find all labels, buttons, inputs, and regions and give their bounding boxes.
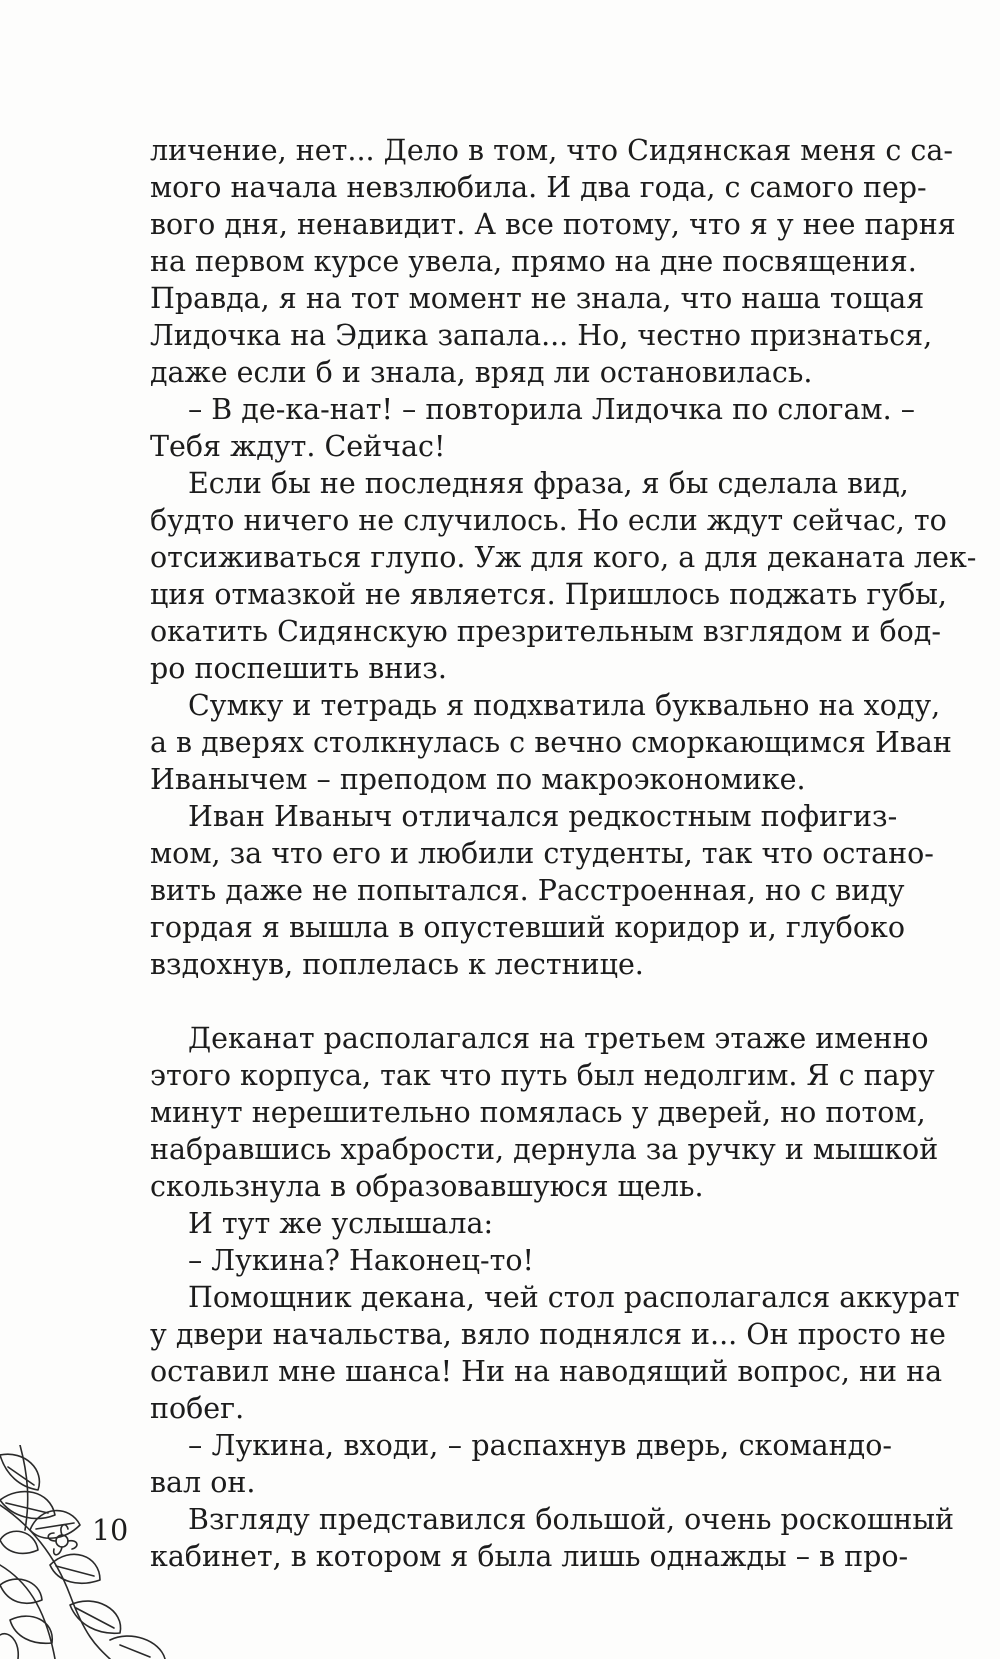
text-line: мом, за что его и любили студенты, так что остано- [150,837,934,870]
text-line: Иванычем – преподом по макроэкономике. [150,763,806,796]
text-line: Помощник декана, чей стол располагался аккурат [188,1281,960,1314]
text-line: вого дня, ненавидит. А все потому, что я у нее парня [150,208,956,241]
text-line: будто ничего не случилось. Но если ждут сейчас, то [150,504,947,537]
text-line: Если бы не последняя фраза, я бы сделала вид, [188,467,909,500]
text-line: Взгляду представился большой, очень роскошный [188,1503,955,1536]
text-line: даже если б и знала, вряд ли остановилась. [150,356,813,389]
page-text [150,132,977,1575]
text-line: на первом курсе увела, прямо на дне посвящения. [150,245,917,278]
text-line: гордая я вышла в опустевший коридор и, глубоко [150,911,905,944]
text-line: а в дверях столкнулась с вечно сморкающимся Иван [150,726,952,759]
text-line: – Лукина, входи, – распахнув дверь, скомандо- [188,1429,892,1462]
text-line: побег. [150,1392,245,1425]
text-line: Лидочка на Эдика запала... Но, честно признаться, [150,319,933,352]
text-line: Тебя ждут. Сейчас! [150,430,446,463]
text-line: ция отмазкой не является. Пришлось поджать губы, [150,578,947,611]
text-line: отсиживаться глупо. Уж для кого, а для деканата лек- [150,541,977,574]
text-line: минут нерешительно помялась у дверей, но потом, [150,1096,926,1129]
floral-ornament-icon [0,1445,180,1659]
text-line: Иван Иваныч отличался редкостным пофигиз- [188,800,898,833]
text-line: вить даже не попытался. Расстроенная, но с виду [150,874,905,907]
text-line: ро поспешить вниз. [150,652,447,685]
section-break [150,983,892,1020]
text-line: окатить Сидянскую презрительным взглядом и бод- [150,615,941,648]
text-line: Деканат располагался на третьем этаже именно [188,1022,929,1055]
text-line: у двери начальства, вяло поднялся и... Он просто не [150,1318,946,1351]
text-line: Сумку и тетрадь я подхватила буквально на ходу, [188,689,941,722]
text-line: скользнула в образовавшуюся щель. [150,1170,704,1203]
text-line: вздохнув, поплелась к лестнице. [150,948,644,981]
text-line: мого начала невзлюбила. И два года, с самого пер- [150,171,927,204]
text-line: личение, нет... Дело в том, что Сидянская меня с са- [150,134,953,167]
text-line: оставил мне шанса! Ни на наводящий вопрос, ни на [150,1355,943,1388]
text-line: вал он. [150,1466,256,1499]
page-number: 10 [92,1514,129,1547]
text-line: – В де-ка-нат! – повторила Лидочка по слогам. – [188,393,915,426]
text-line: кабинет, в котором я была лишь однажды – в про- [150,1540,909,1573]
text-line: этого корпуса, так что путь был недолгим. Я с пару [150,1059,935,1092]
text-line: Правда, я на тот момент не знала, что наша тощая [150,282,925,315]
text-line: набравшись храбрости, дернула за ручку и мышкой [150,1133,939,1166]
text-line: – Лукина? Наконец-то! [188,1244,535,1277]
text-line: И тут же услышала: [188,1207,494,1240]
